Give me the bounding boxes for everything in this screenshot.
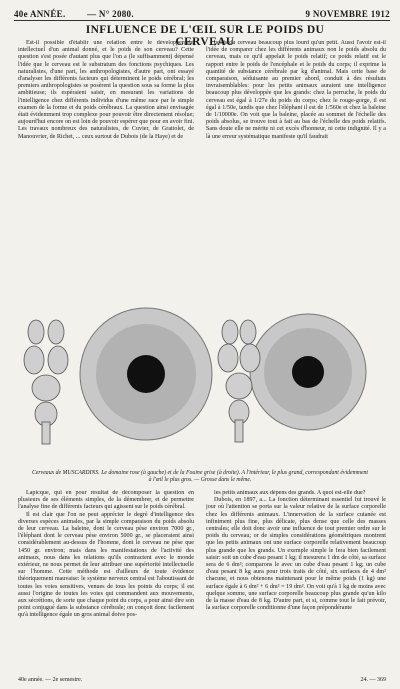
column-top-left <box>18 40 194 286</box>
paragraph: Lapicque, qui en pour résultat de décomposer la question en plusieurs de ses éléments simples, de la démembrer, et de permettre l'analyse fine de différents facteurs qui agissent sur le poids cérébral. <box>18 490 194 511</box>
header-date: 9 NOVEMBRE 1912 <box>305 9 390 19</box>
article-title: INFLUENCE DE L'ŒIL SUR LE POIDS DU CERVEAU <box>85 24 325 48</box>
column-top-right <box>206 40 386 286</box>
paragraph: Dubois, en 1897, a... La fonction déterminant essentiel fut trouvé le jour où l'attention se porta sur la valeur relative de la surface corporelle chez les différents animaux. L'innervation de la surface cutanée est infiniment plus fine, plus délicate, plus dense que celle des masses centrales; elle doit donc avoir une influence de tout premier ordre sur le poids du cerveau; or de simples considérations géométriques montrent que les petits animaux ont une surface corporelle relativement beaucoup plus grande que les grands. Un exemple simple le fera bien facilement saisir: soit un cube d'eau pesant 1 kg; il mesurera 1 dm de côté, sa surface sera de 6 dm²; comparons le avec un cube d'eau pesant 1 kg; un cube d'eau pesant 8 kg aura pour trois traits de côté, six surfaces de 4 dm² chacune, et nous obtenons maintenant pour le même poids (1 kg) une surface égale à 6 dm² + 6 dm² = 19 dm². On voit qu'à 1 kg de moins avec quelque somme, une surface corporelle beaucoup plus grande qu'un kilo de la masse d'eau de 8 kg. D'autre part, et si, comme tout le fait prévoir, la surface corporelle conditionne d'une façon prépondérante <box>206 497 386 612</box>
column-bottom-left <box>18 490 194 674</box>
page-footer <box>18 677 386 683</box>
paragraph: Il est clair que l'on ne peut apprécier le degré d'intelligence des diverses espèces animales, par la simple comparaison du poids absolu de leur cerveau. La baleine, dont le cerveau pèse environ 7000 gr., l'éléphant dont le cerveau pèse environ 5000 gr., se placeraient ainsi considérablement au-dessus de l'homme, dont le cerveau ne pèse que 1450 gr. environ; mais dans les manifestations de l'activité des animaux, nous dans les relations qu'ils contractent avec le monde extérieur, ne nous permet de leur attribuer une supériorité intellectuelle sur l'homme. Cette méthode est d'ailleurs de toute évidence théoriquement mauvaise: le système nerveux central est l'aboutissant de toutes les voies sensitives, venues de tous les points du corps; il est aussi l'origine de toutes les voies qui commandent aux mouvements, aux sécrétions, de sorte que chaque point du corps, a pour ainsi dire son point conjugué dans la substance cérébrale; on conçoit donc facilement qu'à intelligence égale un gros animal doive pos- <box>18 511 194 619</box>
paragraph: poids du cerveau beaucoup plus lourd qu'un petit. Aussi l'avoir est-il l'idée de comparer chez les différents animaux non le poids absolu du cerveau, mais ce qu'il appelait le poids relatif; ce poids relatif est le rapport entre le poids de l'encéphale et le poids du corps; il exprime la quantité de substance cérébrale par kg d'animal. Mais cette base de comparaison, séduisante au premier abord, conduit à des résultats invraisemblables: pour les petits animaux auraient une intelligence beaucoup plus développée que les grands: chez la perruche, le poids du cerveau est égal à 1/27e du poids du corps; chez le rouge-gorge, il est égal à 1/50e, tandis que chez l'éléphant il est de 1/560e et chez la baleine de 1/10000e. On voit que la baleine, placée au sommet de l'échelle des poids absolus, se trouve tout à fait au bas de l'échelle des poids relatifs. Sans doute elle ne mérite ni cet excès d'honneur, ni cette indignité. Il y a là une erreur systématique manifeste qu'il faudrait <box>206 40 386 140</box>
header-rule <box>14 20 390 21</box>
brain-illustration-left <box>24 320 68 444</box>
eye-illustration-right <box>250 314 366 430</box>
header-year: 40e ANNÉE. <box>14 9 66 19</box>
column-bottom-right <box>206 490 386 674</box>
eye-illustration-left <box>80 308 212 440</box>
paragraph: Est-il possible d'établir une relation entre le développement intellectuel d'un animal donné, et le poids de son cerveau? Cette question s'est posée d'autant plus que l'on a (le suffisamment) dépensé l'idée que le cerveau est le substratum des fonctions psychiques. Les naturalistes, d'une part, les anthropologistes, d'autre part, ont essayé d'analyser les différents facteurs qui déterminent le poids cérébral; les premiers anthropologistes se posèrent la question sous sa forme la plus ambitieuse; ils espéraient saisir, en mesurant les variations de l'intelligence chez différents individus d'une même race par le simple examen de la forme et du poids cérébraux. La question ainsi envisagée était évidemment trop complexe pour pouvoir être directement résolue; aujourd'hui encore on est loin de pouvoir espérer que pour en avoir fini. Les travaux nombreux des naturalistes, de Cuvier, de Gratiolet, de Manouvrier, de Richet, ... ceux surtout de Dubois (de la Haye) et de <box>18 40 194 140</box>
header-number: — N° 2080. <box>87 9 134 19</box>
figure-caption: Cerveaux de MUSCARDINS. Le domaine rose (à gauche) et de la Fouine grise (à droite). A l'intérieur, le plus grand, correspondant évidemment à l'œil le plus gros. — Grosse dans le même. <box>31 470 369 483</box>
page-header <box>14 7 390 21</box>
brain-eye-figure <box>18 292 386 462</box>
footer-right: 24. — 369 <box>360 677 386 683</box>
footer-left: 40e année. — 2e semestre. <box>18 677 83 683</box>
paragraph: les petits animaux aux dépens des grands. A quoi est-elle due? <box>214 490 366 496</box>
